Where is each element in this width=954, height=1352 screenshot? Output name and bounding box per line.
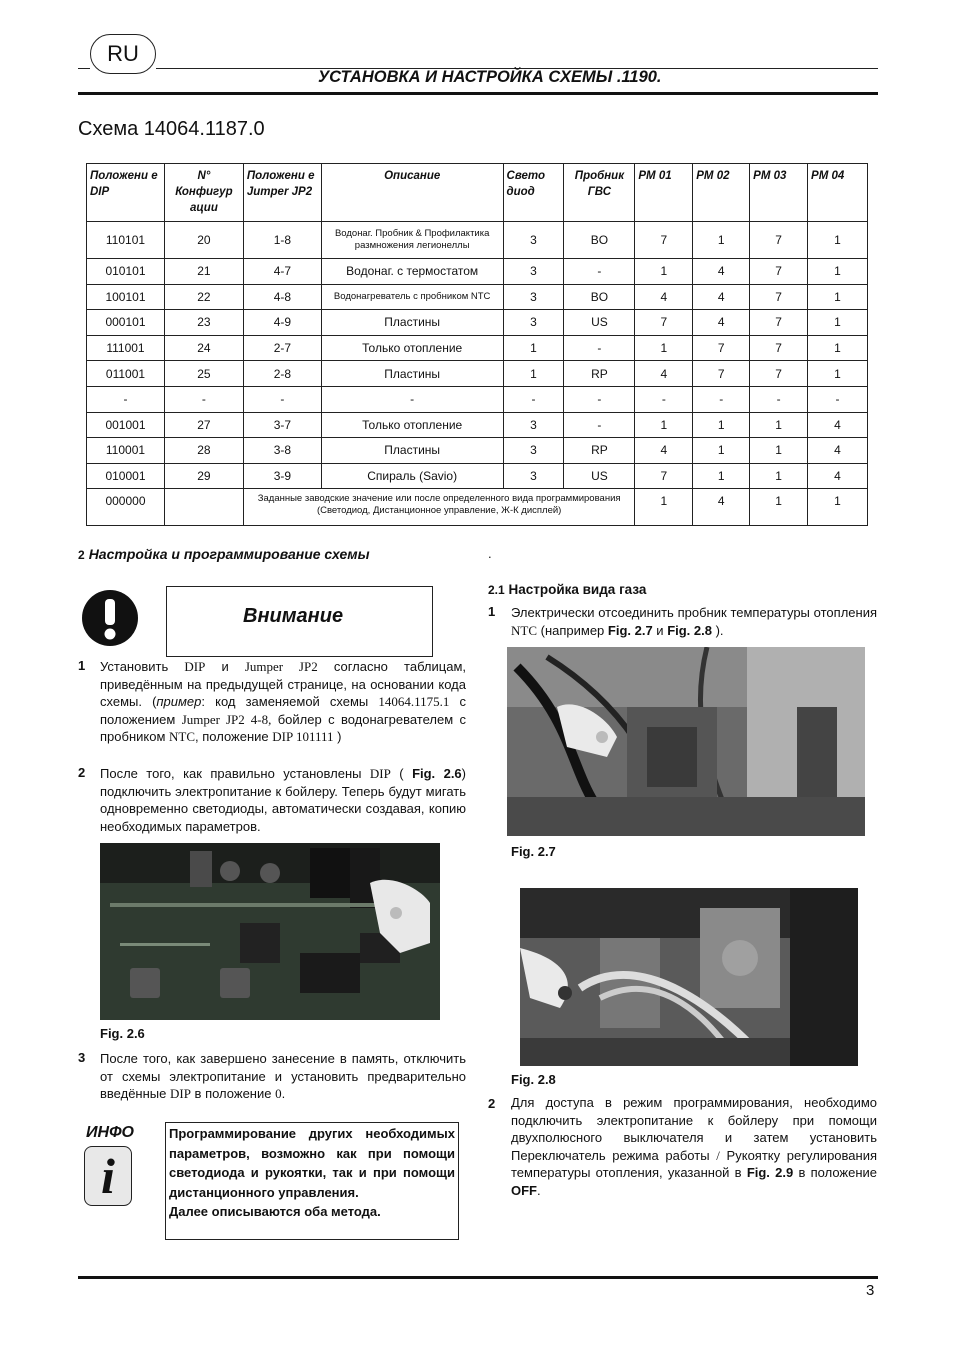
cell: - xyxy=(750,386,808,412)
cell: 27 xyxy=(164,412,243,438)
footer-divider xyxy=(78,1276,878,1279)
cell: 1 xyxy=(503,335,564,361)
th-jumper: Положени е Jumper JP2 xyxy=(243,164,321,222)
fig-2-6-photo xyxy=(100,843,440,1020)
th-pm03: PM 03 xyxy=(750,164,808,222)
table-row-default xyxy=(87,489,868,526)
cell: - xyxy=(564,335,635,361)
cell: 1-8 xyxy=(243,222,321,259)
cell: - xyxy=(243,386,321,412)
stray-dot: . xyxy=(488,546,492,561)
cell: 7 xyxy=(635,310,693,336)
cell: - xyxy=(564,412,635,438)
cell: US xyxy=(564,310,635,336)
table-row xyxy=(87,463,868,489)
cell: 000101 xyxy=(87,310,165,336)
schema-title: Схема 14064.1187.0 xyxy=(78,118,265,140)
cell: 1 xyxy=(635,489,693,526)
cell-empty xyxy=(164,489,243,526)
cell: Только отопление xyxy=(321,412,503,438)
th-pm02: PM 02 xyxy=(693,164,750,222)
cell: 7 xyxy=(750,222,808,259)
th-pm04: PM 04 xyxy=(808,164,868,222)
cell: 3 xyxy=(503,463,564,489)
cell: 24 xyxy=(164,335,243,361)
fig-2-6-caption: Fig. 2.6 xyxy=(100,1026,145,1041)
cell: 1 xyxy=(808,489,868,526)
page-number: 3 xyxy=(866,1282,875,1299)
item-number: 2 xyxy=(78,765,86,780)
cell: 4 xyxy=(693,284,750,310)
cell: 2-8 xyxy=(243,361,321,387)
cell: 001001 xyxy=(87,412,165,438)
th-description: Описание xyxy=(321,164,503,222)
section-title: Настройка и программирование схемы xyxy=(88,546,370,562)
cell: 1 xyxy=(693,438,750,464)
cell: 3-9 xyxy=(243,463,321,489)
table-row xyxy=(87,310,868,336)
cell: 1 xyxy=(808,310,868,336)
cell: - xyxy=(321,386,503,412)
cell: 7 xyxy=(635,463,693,489)
cell: 4 xyxy=(635,284,693,310)
section-2-heading xyxy=(78,546,370,562)
cell: Спираль (Savio) xyxy=(321,463,503,489)
warning-box: Внимание xyxy=(166,586,433,657)
cell: 7 xyxy=(750,284,808,310)
cell: 111001 xyxy=(87,335,165,361)
cell: 20 xyxy=(164,222,243,259)
info-text: Программирование других необходимых параметров, возможно как при помощи светодиода и рукоятки, так и при помощи дистанционного управления. xyxy=(169,1126,455,1200)
cell: - xyxy=(808,386,868,412)
cell: 1 xyxy=(693,222,750,259)
cell: 7 xyxy=(693,335,750,361)
cell: 011001 xyxy=(87,361,165,387)
cell: - xyxy=(564,386,635,412)
cell: 29 xyxy=(164,463,243,489)
cell: Водонаг. Пробник & Профилактика размножения легионеллы xyxy=(321,222,503,259)
cell: Водонагреватель с пробником NTC xyxy=(321,284,503,310)
cell: - xyxy=(635,386,693,412)
fig-2-8-photo xyxy=(520,888,858,1066)
th-dip: Положени е DIP xyxy=(87,164,165,222)
info-box xyxy=(165,1122,459,1240)
cell: 3-7 xyxy=(243,412,321,438)
table-row xyxy=(87,284,868,310)
header-title: УСТАНОВКА И НАСТРОЙКА СХЕМЫ .1190. xyxy=(318,68,662,86)
cell: 3 xyxy=(503,284,564,310)
cell: 100101 xyxy=(87,284,165,310)
configuration-table xyxy=(86,163,868,526)
cell: 4 xyxy=(808,412,868,438)
cell: 110101 xyxy=(87,222,165,259)
th-led: Свето диод xyxy=(503,164,564,222)
subsection-number: 2.1 xyxy=(488,583,505,597)
cell: 4 xyxy=(635,361,693,387)
cell: 22 xyxy=(164,284,243,310)
cell: 4 xyxy=(693,489,750,526)
cell: 7 xyxy=(693,361,750,387)
cell: 3-8 xyxy=(243,438,321,464)
fig-2-7-caption: Fig. 2.7 xyxy=(511,844,556,859)
cell: RP xyxy=(564,361,635,387)
cell: 010001 xyxy=(87,463,165,489)
cell: - xyxy=(164,386,243,412)
subsection-title: Настройка вида газа xyxy=(508,582,647,597)
cell: 1 xyxy=(635,335,693,361)
cell: Пластины xyxy=(321,310,503,336)
cell: 3 xyxy=(503,222,564,259)
item-number: 3 xyxy=(78,1050,86,1065)
table-row xyxy=(87,259,868,285)
info-icon: i xyxy=(84,1146,132,1206)
cell: 4-9 xyxy=(243,310,321,336)
cell: 21 xyxy=(164,259,243,285)
item-number: 2 xyxy=(488,1096,496,1111)
cell: 2-7 xyxy=(243,335,321,361)
cell: RP xyxy=(564,438,635,464)
cell: 7 xyxy=(750,361,808,387)
cell: 1 xyxy=(693,463,750,489)
cell: 4 xyxy=(808,438,868,464)
cell: 1 xyxy=(750,489,808,526)
cell: - xyxy=(564,259,635,285)
item-number: 1 xyxy=(78,658,86,673)
header-rule-left xyxy=(78,68,90,69)
left-item-2-text: После того, как правильно установлены DIP ( Fig. 2.6) подключить электропитание к бойлеру. Теперь будут мигать одновременно светодиоды, автоматически создавая, копию необходимых параметров. xyxy=(100,766,467,834)
cell: BO xyxy=(564,284,635,310)
th-pm01: PM 01 xyxy=(635,164,693,222)
table-row xyxy=(87,361,868,387)
cell: 7 xyxy=(635,222,693,259)
table-row xyxy=(87,335,868,361)
cell: 4 xyxy=(635,438,693,464)
table-row xyxy=(87,386,868,412)
cell: Водонаг. с термостатом xyxy=(321,259,503,285)
table-header-row xyxy=(87,164,868,222)
left-item-3-text: После того, как завершено занесение в память, отключить от схемы электропитание и установить предварительно введённые DIP в положение 0. xyxy=(100,1051,466,1101)
th-config: N° Конфигур ации xyxy=(164,164,243,222)
cell: Пластины xyxy=(321,438,503,464)
cell: 000000 xyxy=(87,489,165,526)
cell: BO xyxy=(564,222,635,259)
cell: 7 xyxy=(750,335,808,361)
header-divider xyxy=(78,92,878,95)
cell: 1 xyxy=(750,412,808,438)
left-item-1-text: Установить DIP и Jumper JP2 согласно таблицам, приведённым на предыдущей странице, на основании кода схемы. (пример: код заменяемой схемы 14064.1175.1 с положением Jumper JP2 4-8, бойлер с водонагревателем с пробником NTC, положение DIP 101111 ) xyxy=(100,659,467,744)
exclamation-icon xyxy=(82,590,138,646)
cell: 4 xyxy=(693,310,750,336)
cell: Пластины xyxy=(321,361,503,387)
info-text-2: Далее описываются оба метода. xyxy=(169,1204,381,1219)
table-row xyxy=(87,222,868,259)
cell: 3 xyxy=(503,438,564,464)
cell: - xyxy=(87,386,165,412)
cell: 1 xyxy=(503,361,564,387)
cell: 3 xyxy=(503,310,564,336)
info-label: ИНФО xyxy=(86,1124,134,1141)
cell: 1 xyxy=(635,412,693,438)
cell: 25 xyxy=(164,361,243,387)
right-item-2-text: Для доступа в режим программирования, необходимо подключить электропитание к бойлеру при помощи двухполюсного выключателя и затем установить Переключатель режима работы / Рукоятку регулирования температуры отопления, указанной в Fig. 2.9 в положение OFF. xyxy=(511,1095,878,1198)
section-number: 2 xyxy=(78,548,85,562)
cell: 1 xyxy=(693,412,750,438)
cell: 4 xyxy=(693,259,750,285)
cell: 010101 xyxy=(87,259,165,285)
cell: 7 xyxy=(750,310,808,336)
cell: 1 xyxy=(808,361,868,387)
cell: US xyxy=(564,463,635,489)
cell-default-description: Заданные заводские значение или после определенного вида программирования (Светодиод, Дистанционное управление, Ж-К дисплей) xyxy=(243,489,635,526)
item-number: 1 xyxy=(488,604,496,619)
cell: 3 xyxy=(503,412,564,438)
cell: 1 xyxy=(635,259,693,285)
cell: 1 xyxy=(808,335,868,361)
fig-2-7-photo xyxy=(507,647,865,836)
cell: - xyxy=(693,386,750,412)
cell: 3 xyxy=(503,259,564,285)
language-badge: RU xyxy=(90,34,156,74)
fig-2-8-caption: Fig. 2.8 xyxy=(511,1072,556,1087)
cell: Только отопление xyxy=(321,335,503,361)
cell: 28 xyxy=(164,438,243,464)
cell: 110001 xyxy=(87,438,165,464)
cell: 4-7 xyxy=(243,259,321,285)
right-item-1-text: Электрически отсоединить пробник температуры отопления NTC (например Fig. 2.7 и Fig. 2.8 ). xyxy=(511,605,877,638)
table-row xyxy=(87,438,868,464)
table-row xyxy=(87,412,868,438)
cell: 1 xyxy=(808,259,868,285)
th-dhw-probe: Пробник ГВС xyxy=(564,164,635,222)
cell: - xyxy=(503,386,564,412)
cell: 1 xyxy=(750,438,808,464)
cell: 4 xyxy=(808,463,868,489)
cell: 1 xyxy=(750,463,808,489)
cell: 7 xyxy=(750,259,808,285)
cell: 23 xyxy=(164,310,243,336)
cell: 1 xyxy=(808,222,868,259)
cell: 1 xyxy=(808,284,868,310)
section-2-1-heading xyxy=(488,582,646,597)
cell: 4-8 xyxy=(243,284,321,310)
